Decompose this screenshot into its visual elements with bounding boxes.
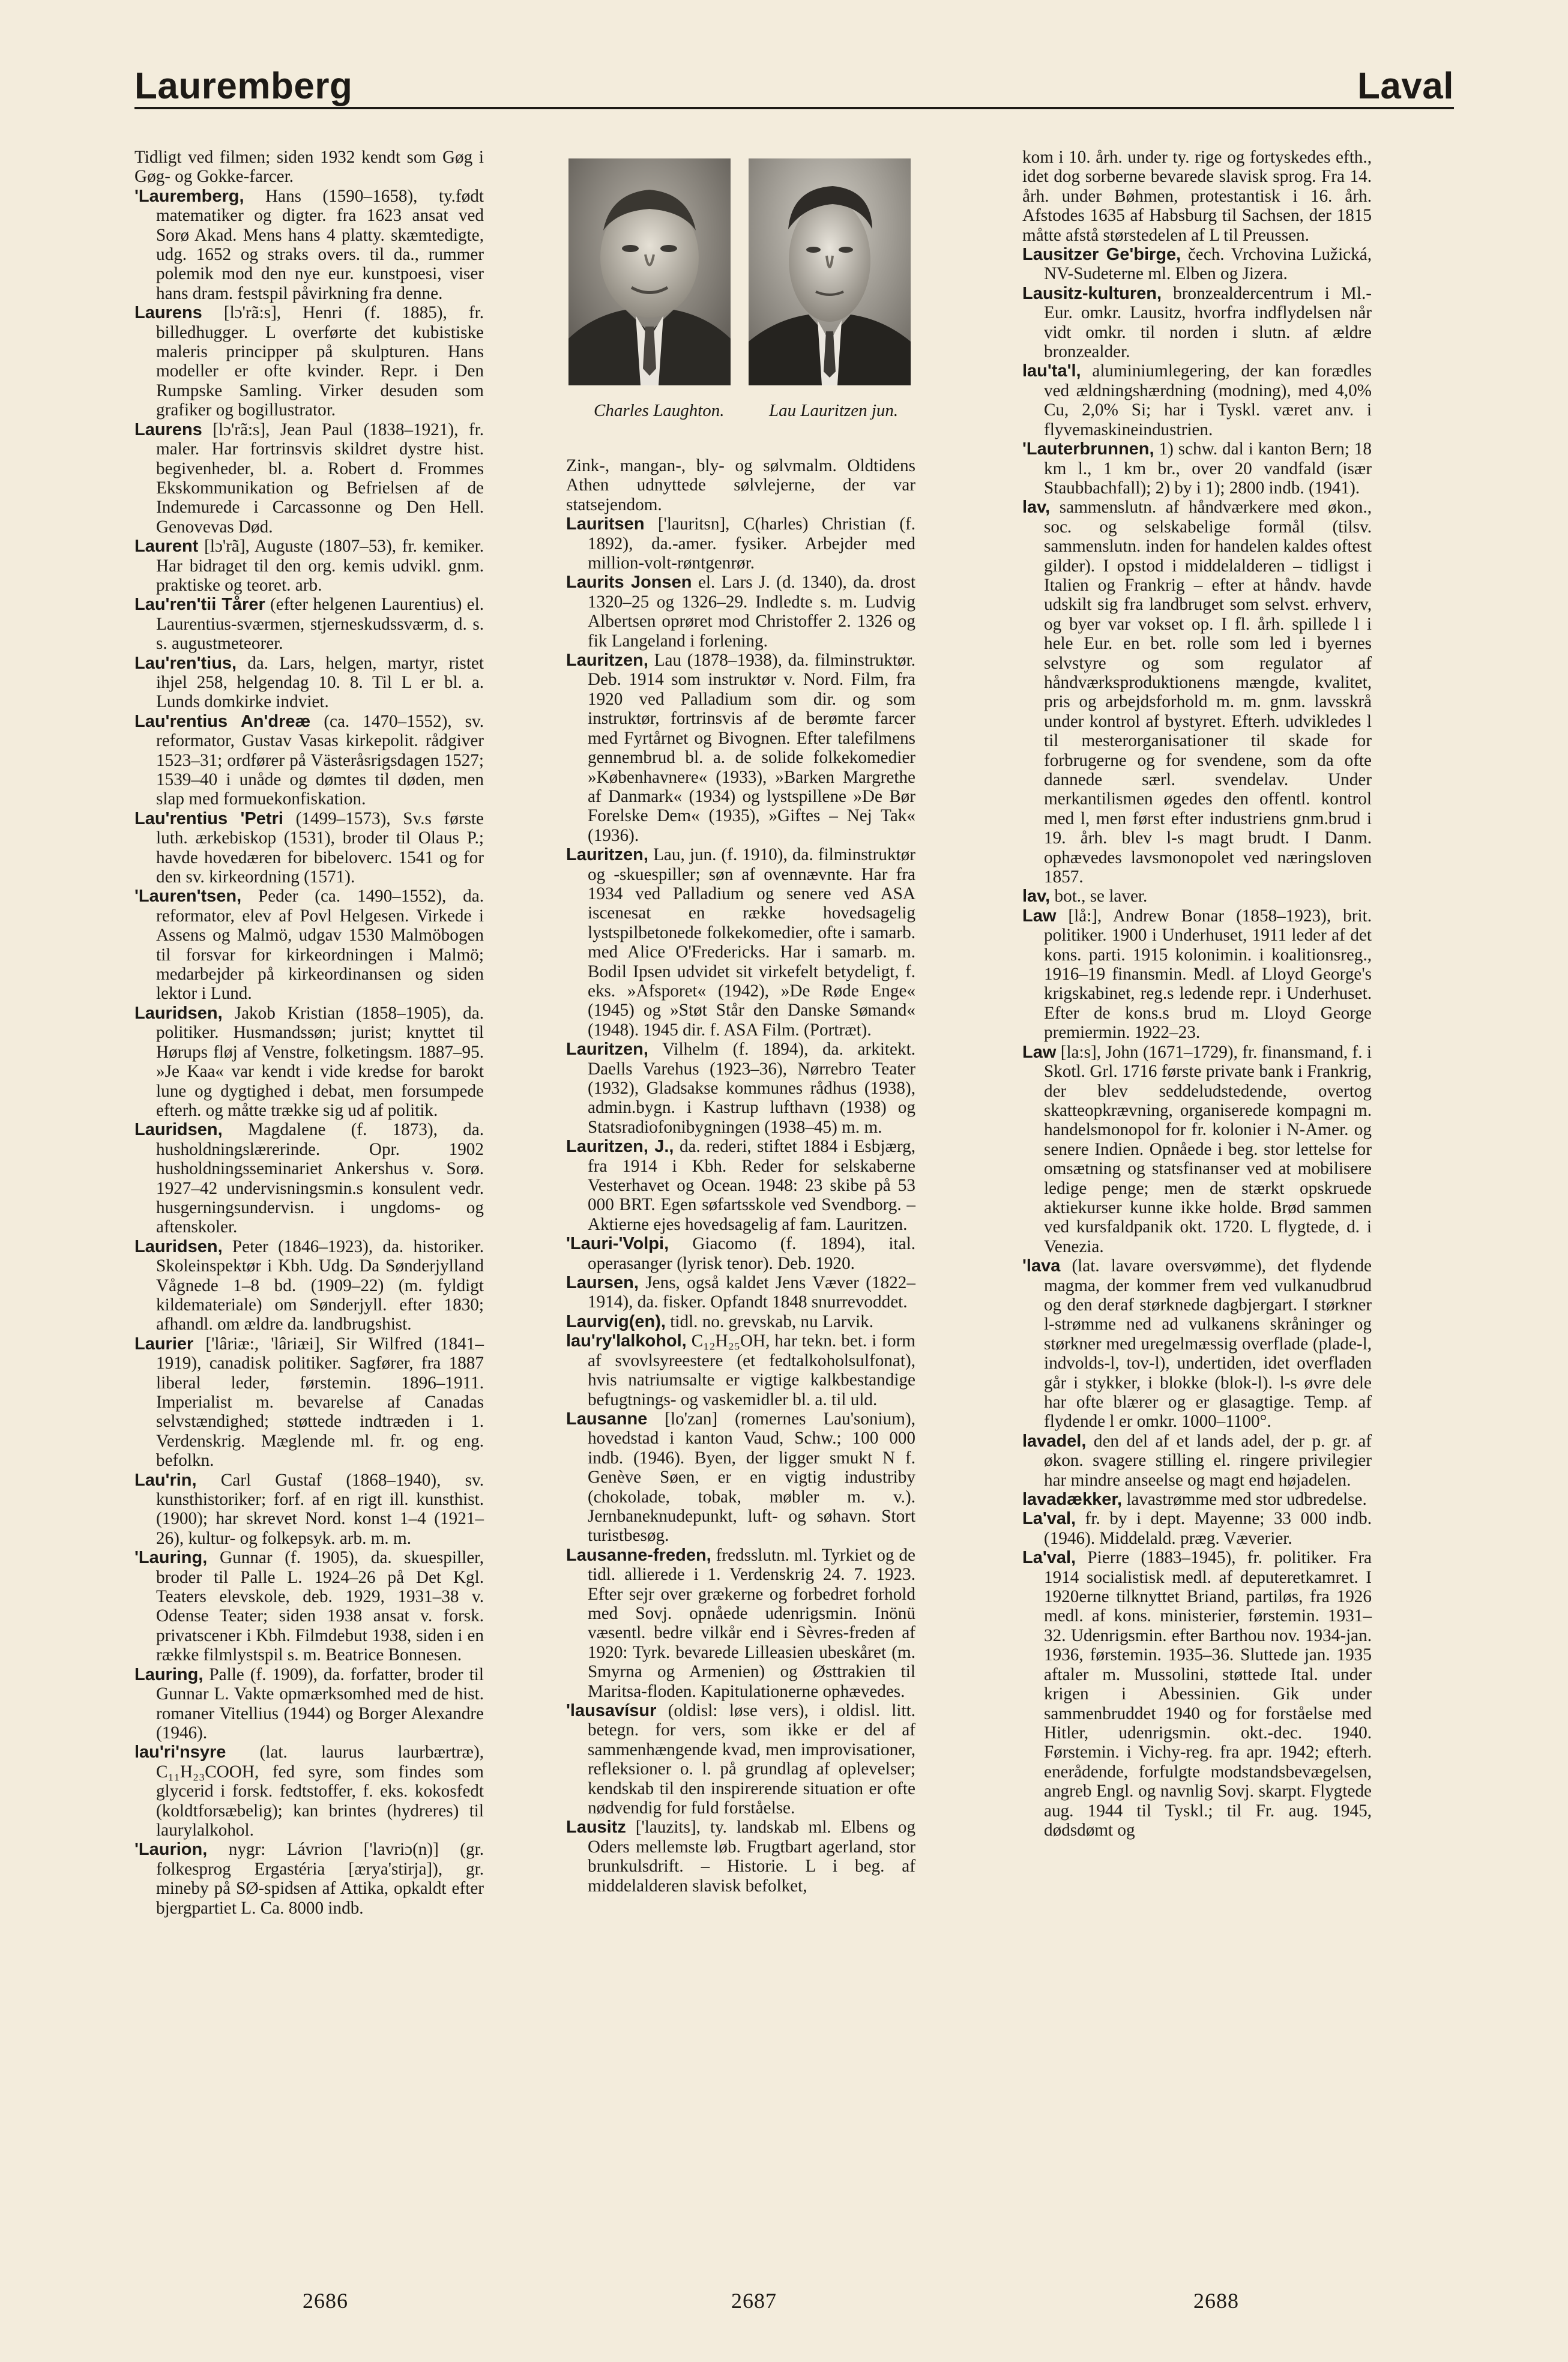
headword: 'Lauterbrunnen, [1022,439,1154,459]
entry [1022,1256,1372,1432]
headword: 'Lauring, [134,1548,208,1568]
entry [1022,1490,1372,1509]
entry-text: Carl Gustaf (1868–1940), sv. kunsthistoriker; forf. af en rigt ill. kunsthist. (1900); har skrevet Nord. konst 1–4 (1921–26), kultur- og folkepsyk. arb. m. m. [156,1470,484,1548]
portrait-charles-laughton [568,158,731,385]
entry-text: tidl. no. grevskab, nu Larvik. [665,1312,874,1331]
headword: Laurent [134,537,199,556]
entry-text: Vilhelm (f. 1894), da. arkitekt. Daells Varehus (1923–36), Nørrebro Teater (1932), Gladsakse kommunes rådhus (1938), admin.bygn. i Kastrup lufthavn (1938) og Statsradiofonibygningen (1938–45) m. m. [588,1040,915,1137]
headword: Laursen, [566,1273,639,1293]
entry-text: (ca. 1470–1552), sv. reformator, Gustav Vasas kirkepolit. rådgiver 1523–31; ordfører på Västeråsrigsdagen 1527; 1539–40 i unåde og dømtes til døden, men slap med formuekonfiskation. [156,711,484,809]
entry-text: da. Lars, helgen, martyr, ristet ihjel 258, helgendag 10. 8. Til L er bl. a. Lunds domkirke indviet. [156,653,484,712]
headword: Lauridsen, [134,1003,223,1023]
entry [566,1273,915,1312]
entry [566,1312,915,1331]
headword: 'lava [1022,1256,1061,1276]
headword: lavadækker, [1022,1490,1123,1510]
headword: Lauridsen, [134,1120,223,1140]
caption-left: Charles Laughton. [594,401,725,420]
entry-text: Pierre (1883–1945), fr. politiker. Fra 1914 socialistisk medl. af deputeretkamret. I 1920erne tilknyttet Briand, partiløs, fra 1926 medl. af kons. ministerier, førstemin. 1931–32. Udenrigsmin. efter Barthou nov. 1934-jan. 1936, førstemin. 1935–36. Sluttede jan. 1935 aftaler m. Mussolini, støttede Ital. under krigen i Abessinien. Gik under sammenbruddet 1940 og for forståelse med Hitler, udenrigsmin. okt.-dec. 1940. Førstemin. i Vichy-reg. fra apr. 1942; efterh. enerådende, forfulgte modstandsbevægelsen, angreb Engl. og navnlig Sovj. skarpt. Flygtede aug. 1944 til Tyskl.; til Fr. aug. 1945, dødsdømt og [1044,1548,1372,1840]
entry [1022,1548,1372,1840]
page-number-right: 2688 [1193,2289,1239,2313]
entry [134,809,484,887]
headword: Lau'rin, [134,1470,197,1490]
entry [134,537,484,595]
headword: Laurens [134,303,202,323]
entry [134,187,484,303]
entry-text: fr. by i dept. Mayenne; 33 000 indb. (1946). Middelald. præg. Væverier. [1044,1509,1372,1548]
entry [1022,498,1372,887]
entry [134,887,484,1003]
entry-text: fredsslutn. ml. Tyrkiet og de tidl. allierede i 1. Verdenskrig 24. 7. 1923. Efter sejr over grækerne og forbedret forhold med Sovj. opnåede udenrigsmin. Inönü væsentl. bedre vilkår end i Sèvres-freden af 1920: Tyrk. bevarede Lilleasien ubeskåret (m. Smyrna og Armenien) og Østtrakien til Maritsa-floden. Kapitulationerne ophævedes. [588,1545,915,1701]
entry-text: [lɔ'rã], Auguste (1807–53), fr. kemiker. Har bidraget til den org. kemis udvikl. gnm. praktiske og teoret. arb. [156,537,484,595]
headword: Laurier [134,1334,194,1354]
running-head-right: Laval [1357,65,1454,107]
headword: Lauring, [134,1665,204,1684]
entry [134,1120,484,1237]
headword: lavadel, [1022,1431,1087,1451]
entry [566,1040,915,1137]
entry-text: sammenslutn. af håndværkere med økon., soc. og selskabelige formål (tilsv. sammenslutn. inden for handelen kaldes oftest gilder). I opstod i middelalderen – tidligst i Italien og Frankrig – efter at håndv. havde udskilt sig fra landbruget som selvst. erhverv, og byer var vokset op. I fl. årh. spillede l i hele Eur. en bet. rolle som led i byernes selvstyre og som regulator af håndværksproduktionens mængde, kvalitet, pris og arbejdsforhold m. m. gnm. lavsskrå under kontrol af bystyret. Efterh. udvikledes l til mesterorganisationer til skade for forbrugerne og for svendene, som da ofte dannede særl. svendelav. Under merkantilismen øgedes den offentl. kontrol med l, men først efter industriens gnm.brud i 19. årh. blev l-s magt brudt. I Danm. ophævedes lavsmonopolet ved næringsloven 1857. [1044,498,1372,887]
portrait-row [566,148,915,435]
entry-text: ['lauzits], ty. landskab ml. Elbens og Oders mellemste løb. Frugtbart agerland, stor brunkulsdrift. – Historie. L i beg. af middelalderen slavisk befolket, [588,1818,915,1896]
entry [566,456,915,514]
entry [566,1818,915,1896]
entry [566,1331,915,1409]
headword: Lausanne-freden, [566,1545,711,1565]
column-3 [1022,148,1372,1840]
column-2-text [566,456,915,1896]
headword: Lau'ren'tii Tårer [134,595,265,615]
entry-text: Giacomo (f. 1894), ital. operasanger (lyrisk tenor). Deb. 1920. [588,1234,915,1273]
entry-text: Tidligt ved filmen; siden 1932 kendt som Gøg i Gøg- og Gokke-farcer. [134,148,484,187]
headword: Lauritzen, [566,1040,648,1059]
entry-text: čech. Vrchovina Lužická, NV-Sudeterne ml. Elben og Jizera. [1044,245,1372,284]
entry-text: 1) schw. dal i kanton Bern; 18 km l., 1 km br., over 20 vandfald (især Staubbachfall); 2) by i 1); 2800 indb. (1941). [1044,439,1372,498]
headword: Lausitz-kulturen, [1022,283,1162,303]
headword: 'Lauremberg, [134,186,244,206]
entry [134,1548,484,1665]
entry-text: Zink-, mangan-, bly- og sølvmalm. Oldtidens Athen udnyttede sølvlejerne, der var statsejendom. [566,456,915,514]
entry [566,1546,915,1701]
entry-text: bot., se laver. [1050,887,1148,906]
entry-text: Lau, jun. (f. 1910), da. filminstruktør og -skuespiller; søn af ovennævnte. Har fra 1934 ved Palladium og senere ved ASA iscenesat en række hovedsagelig lystspilbetonede folkekomedier, ofte i samarb. med Alice O'Fredericks. Har i samarb. m. Bodil Ipsen udvidet sit virkefelt betydeligt, f. eks. »Afsporet« (1942), »De Røde Enge« (1945) og »Støt Står den Danske Sømand« (1948). 1945 dir. f. ASA Film. (Portræt). [588,845,915,1040]
entry [134,1334,484,1471]
headword: lau'ta'l, [1022,361,1081,381]
headword: Lau'rentius An'dreæ [134,711,311,731]
entry [566,573,915,651]
headword: 'Laurion, [134,1840,208,1860]
entry-text: ['lauritsn], C(harles) Christian (f. 1892), da.-amer. fysiker. Arbejder med million-volt-røntgenrør. [588,514,915,573]
column-1 [134,148,484,1918]
entry [1022,906,1372,1043]
headword: Law [1022,906,1057,926]
entry-text: [lo'zan] (romernes Lau'sonium), hovedstad i kanton Vaud, Schw.; 100 000 indb. (1946). Byen, der ligger smukt N f. Genève Søen, er en vigtig industriby (chokolade, tobak, møbler m. v.). Jernbaneknudepunkt, luft- og søhavn. Stort turistbesøg. [588,1409,915,1546]
portrait-lau-lauritzen-jun [749,158,911,385]
entry [566,1701,915,1818]
entry-text: (lat. lavare oversvømme), det flydende magma, der kommer frem ved vulkanudbrud og den deraf størknede dagbjergart. I størkner l-strømme ned ad vulkanens skråninger og størkner med uregelmæssig overflade (plade-l, indvolds-l, tov-l), undertiden, idet overfladen går i stykker, i blokke (blok-l). l-s øvre dele har ofte blærer og er glasagtige. Temp. af flydende l er omkr. 1000–1100°. [1044,1256,1372,1432]
entry [134,303,484,420]
headword: Law [1022,1042,1057,1062]
header-rule [134,107,1454,109]
entry-text: Hans (1590–1658), ty.født matematiker og digter. fra 1623 ansat ved Sorø Akad. Mens hans 4 platty. skæmtedigte, udg. 1652 og straks overs. til da., rummer polemik mod den nye eur. kunstpoesi, viser hans dram. festspil påvirkning fra denne. [156,186,484,303]
entry [134,1840,484,1918]
entry-text: [lå:], Andrew Bonar (1858–1923), brit. politiker. 1900 i Underhuset, 1911 leder af det kons. parti. 1915 kolonimin. i koalitionsreg., 1916–19 finansmin. Medl. af Lloyd George's krigskabinet, reg.s ledende repr. i Underhuset. Efter de kons.s brud m. Lloyd George premiermin. 1922–23. [1044,906,1372,1043]
headword: Lausitzer Ge'birge, [1022,245,1181,265]
entry [134,654,484,712]
headword: Laurvig(en), [566,1312,666,1331]
entry-text: el. Lars J. (d. 1340), da. drost 1320–25 og 1326–29. Indledte s. m. Ludvig Albertsen oprøret mod Christoffer 2. 1326 og fik Langeland i forlening. [588,573,915,651]
entry-text: Magdalene (f. 1873), da. husholdningslærerinde. Opr. 1902 husholdningsseminariet Ankershus v. Sorø. 1927–42 undervisningsmin.s konsulent vedr. husgerningsundervisn. i ungdoms- og aftenskoler. [156,1120,484,1237]
entry-text: ['lâriæ:, 'lâriæi], Sir Wilfred (1841–1919), canadisk politiker. Sagfører, fra 1887 liberal leder, førstemin. 1896–1911. Imperialist m. bevarelse af Canadas selvstændighed; støttede indtræden i 1. Verdenskrig. Mæglende ml. fr. og eng. befolkn. [156,1334,484,1471]
entry-text: Gunnar (f. 1905), da. skuespiller, broder til Palle L. 1924–26 på Det Kgl. Teaters elevskole, deb. 1929, 1931–38 v. Odense Teater; siden 1938 ansat v. forsk. privatscener i Kbh. Filmdebut 1938, siden i en række filmlystspil s. m. Beatrice Bonnesen. [156,1548,484,1665]
headword: 'lausavísur [566,1701,657,1720]
headword: Lau'ren'tius, [134,653,237,673]
entry [1022,148,1372,245]
headword: lau'ri'nsyre [134,1743,226,1762]
headword: lav, [1022,887,1051,906]
headword: La'val, [1022,1548,1076,1568]
entry-text: [lɔ'rã:s], Jean Paul (1838–1921), fr. maler. Har fortrinsvis skildret dystre hist. begivenheder, bl. a. Robert d. Frommes Ekskommunikation og Befrielsen af de Indemurede i Carcassonne og Den Hell. Genovevas Død. [156,420,484,537]
entry [134,420,484,537]
entry-text: den del af et lands adel, der p. gr. af økon. svagere stilling el. ringere privilegier har mindre anseelse og magt end højadelen. [1044,1431,1372,1490]
entry-text: lavastrømme med stor udbredelse. [1122,1490,1367,1510]
page-number-middle: 2687 [731,2289,777,2313]
headword: Lau'rentius 'Petri [134,809,283,828]
entry [134,1237,484,1334]
headword: 'Lauren'tsen, [134,887,242,906]
entry-text: Jens, også kaldet Jens Væver (1822–1914), da. fisker. Opfandt 1848 snurrevoddet. [588,1273,915,1312]
headword: Lausitz [566,1818,626,1837]
entry-text: (1499–1573), Sv.s første luth. ærkebiskop (1531), broder til Olaus P.; havde hovedæren for bibeloverс. 1541 og for den sv. kirkeordning (1571). [156,809,484,887]
entry-text: (oldisl: løse vers), i oldisl. litt. betegn. for vers, som ikke er del af sammenhængende kvad, men improvisationer, refleksioner o. l. på grundlag af oplevelser; kendskab til den inspirerende situation er ofte nødvendig for fuld forståelse. [588,1701,915,1818]
headword: Laurens [134,420,202,439]
headword: Lauritzen, J., [566,1137,674,1157]
headword: Lausanne [566,1409,648,1429]
entry-text: Jakob Kristian (1858–1905), da. politiker. Husmandssøn; jurist; knyttet til Hørups fløj af Venstre, folketingsm. 1887–95. »Je Kaa« var kendt i vide kredse for barokt lune og dygtighed i debat, men forsumpede efterh. og måtte trække sig ud af politik. [156,1003,484,1120]
entry-text: kom i 10. årh. under ty. rige og fortyskedes efth., idet dog sorberne bevarede slavisk sprog. Fra 14. årh. under Bøhmen, protestantisk i 16. årh. Afstodes 1635 af Habsburg til Sachsen, der 1815 måtte afstå størstedelen af L til Preussen. [1022,148,1372,245]
entry-text: da. rederi, stiftet 1884 i Esbjærg, fra 1914 i Kbh. Reder for selskaberne Vesterhavet og Ocean. 1948: 23 skibe på 53 000 BRT. Egen søfartsskole ved Svendborg. – Aktierne ejes hovedsagelig af fam. Lauritzen. [588,1137,915,1234]
entry [134,148,484,187]
entry [1022,1432,1372,1490]
entry-text: Peter (1846–1923), da. historiker. Skoleinspektør i Kbh. Udg. Da Sønderjylland Vågnede 1–8 bd. (1909–22) (m. fyldigt kildemateriale) om Sønderjyll. efter 1830; afhandl. om ældre da. landbrugshist. [156,1237,484,1334]
entry [566,1409,915,1546]
entry-text: aluminiumlegering, der kan forædles ved ældningshærdning (modning), med 4,0% Cu, 2,0% Si; har i Tyskl. været anv. i flyvemaskineindustrien. [1044,361,1372,439]
entry [566,1234,915,1273]
entry [566,651,915,845]
entry [134,1004,484,1120]
page-number-left: 2686 [303,2289,348,2313]
entry [566,1137,915,1234]
entry [134,1665,484,1743]
entry [1022,361,1372,439]
entry-text: (efter helgenen Laurentius) el. Laurentius-sværmen, stjerneskudssværm, d. s. s. augustmeteorer. [156,595,484,654]
entry-text: C₁₂H₂₅OH, har tekn. bet. i form af svovlsyreestere (et fedtalkoholsulfonat), hvis natriumsalte er vigtige kalkbestandige befugtnings- og vaskemidler bl. a. til uld. [588,1331,915,1409]
caption-right: Lau Lauritzen jun. [769,401,899,420]
headword: La'val, [1022,1509,1076,1529]
entry [566,514,915,573]
running-head-left: Lauremberg [134,65,353,107]
entry-text: Lau (1878–1938), da. filminstruktør. Deb. 1914 som instruktør v. Nord. Film, fra 1920 ved Palladium som dir. og som instruktør, fortrinsvis af de berømte farcer med Fyrtårnet og Bivognen. Efter talefilmens gennembrud bl. a. de solide folkekomedier »Københavnere« (1933), »Barken Margrethe af Danmark« (1934) og lystspillene »De Bør Forelske Dem« (1935), »Giftes – Nej Tak« (1936). [588,651,915,845]
headword: Lauritzen, [566,651,648,670]
entry [134,712,484,809]
entry [1022,284,1372,362]
entry [1022,1043,1372,1256]
entry [1022,439,1372,498]
headword: lau'ry'lalkohol, [566,1331,687,1351]
entry [134,1471,484,1549]
entry [134,1743,484,1840]
entry [566,845,915,1040]
entry-text: bronzealdercentrum i Ml.-Eur. omkr. Lausitz, hvorfra indflydelsen når vidt omkr. til norden i slutn. af ældre bronzealder. [1044,283,1372,362]
entry [134,595,484,653]
headword: 'Lauri-'Volpi, [566,1234,669,1254]
entry-text: [la:s], John (1671–1729), fr. finansmand, f. i Skotl. Grl. 1716 første private bank i Frankrig, der blev seddeludstedende, overtog skatteopkrævning, organiserede kompagni m. handelsmonopol for fr. kolonier i N-Amer. og senere Indien. Opnåede i beg. stor lettelse for omsætning og statsfinanser ved at mobilisere ledige penge; men de stærkt opskruede aktiekurser kunne ikke holde. Brød sammen ved kursfaldpanik okt. 1720. L flygtede, d. i Venezia. [1044,1042,1372,1256]
headword: Lauridsen, [134,1237,223,1256]
entry-text: (lat. laurus laurbærtræ), C₁₁H₂₃COOH, fed syre, som findes som glycerid i forsk. fedtstoffer, f. eks. kokosfedt (koldtforsæbelig); kan brintes (hydreres) til laurylalkohol. [156,1743,484,1840]
headword: Laurits Jonsen [566,573,692,592]
entry-text: Palle (f. 1909), da. forfatter, broder til Gunnar L. Vakte opmærksomhed med de hist. romaner Vitellius (1944) og Borger Alexandre (1946). [156,1665,484,1743]
entry [1022,887,1372,906]
headword: lav, [1022,498,1051,517]
column-2 [566,148,915,1896]
entry [1022,1509,1372,1548]
headword: Lauritsen [566,514,645,534]
entry-text: [lɔ'rã:s], Henri (f. 1885), fr. billedhugger. L overførte det kubistiske maleris principper på skulpturen. Hans modeller er ofte kvinder. Repr. i Den Rumpske Samling. Virker desuden som grafiker og bogillustrator. [156,303,484,420]
entry [1022,245,1372,284]
entry-text: nygr: Lávrion ['lavriɔ(n)] (gr. folkesprog Ergastéria [ærya'stirja]), gr. mineby på SØ-spidsen af Attika, opkaldt efter bjergpartiet L. Ca. 8000 indb. [156,1840,484,1918]
entry-text: Peder (ca. 1490–1552), da. reformator, elev af Povl Helgesen. Virkede i Assens og Malmö, udgav 1530 Malmöbogen til forsvar for kirkeordningen i Malmö; medarbejder på kirkeordinansen og siden lektor i Lund. [156,887,484,1004]
headword: Lauritzen, [566,845,648,865]
